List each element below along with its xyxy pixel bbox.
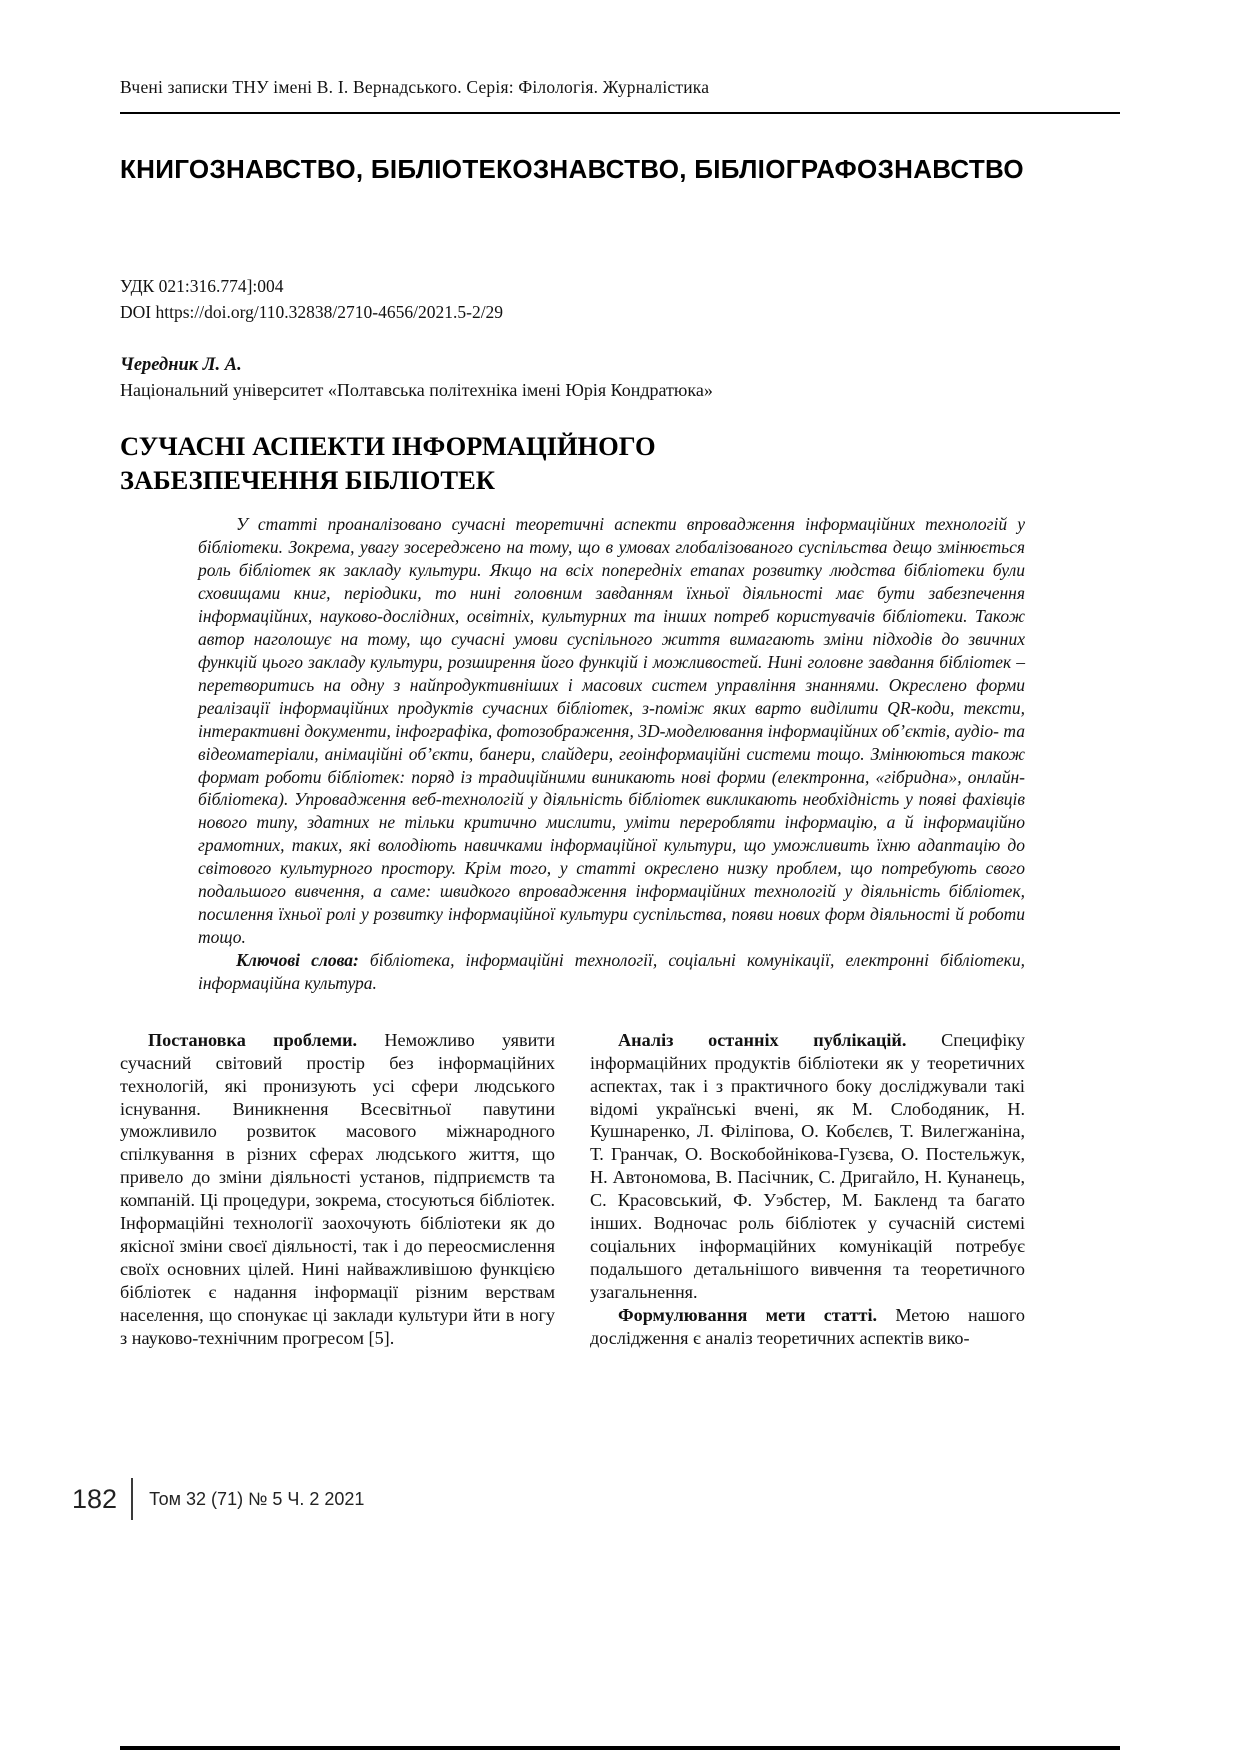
doi-line: DOI https://doi.org/110.32838/2710-4656/2021.5-2/29	[120, 302, 504, 322]
paragraph-publications-analysis	[590, 1029, 1025, 1304]
paragraph-lead: Формулювання мети статті.	[618, 1304, 878, 1325]
udc-number: УДК 021:316.774]:004	[120, 275, 284, 296]
keywords-label: Ключові слова:	[236, 949, 359, 970]
keywords-text: бібліотека, інформаційні технології, соціальні комунікації, електронні бібліотеки, інформаційна культура.	[198, 949, 1025, 993]
footer-divider	[131, 1478, 133, 1520]
header-rule	[120, 112, 1120, 114]
page-footer	[72, 1478, 364, 1520]
left-column	[120, 1029, 555, 1350]
section-title: КНИГОЗНАВСТВО, БІБЛІОТЕКОЗНАВСТВО, БІБЛІОГРАФОЗНАВСТВО	[120, 153, 1024, 184]
paragraph-text: Неможливо уявити сучасний світовий простір без інформаційних технологій, які пронизують усі сфери людського існування. Виникнення Всесвітньої павутини уможливило розвиток масового міжнародного спілкування в різних сферах людського життя, що привело до зміни діяльності установ, підприємств та компаній. Ці процедури, зокрема, стосуються бібліотек. Інформаційні технології заохочують бібліотеки як до якісної зміни своєї діяльності, так і до переосмислення своїх основних цілей. Нині найважливішою функцією бібліотек є надання інформації різним верствам населення, що спонукає ці заклади культури йти в ногу з науково-технічним прогресом [5].	[120, 1029, 555, 1348]
paragraph-problem-statement	[120, 1029, 555, 1350]
volume-info: Том 32 (71) № 5 Ч. 2 2021	[149, 1488, 365, 1509]
bottom-rule	[120, 1746, 1120, 1750]
author-affiliation: Національний університет «Полтавська політехніка імені Юрія Кондратюка»	[120, 380, 713, 401]
paragraph-lead: Аналіз останніх публікацій.	[618, 1029, 907, 1050]
body-columns	[120, 1029, 1025, 1350]
paragraph-text: Специфіку інформаційних продуктів бібліотеки як у теоретичних аспектах, так і з практичного боку досліджували такі відомі українські вчені, як М. Слободяник, Н. Кушнаренко, Л. Філіпова, О. Кобєлєв, Т. Вилегжаніна, Т. Гранчак, О. Воскобойнікова-Гузєва, О. Постельжук, Н. Автономова, В. Пасічник, С. Дригайло, Н. Кунанець, С. Красовський, Ф. Уэбстер, М. Бакленд та багато інших. Водночас роль бібліотек у сучасній системі соціальних інформаційних комунікацій потребує подальшого детальнішого вивчення та теоретичного узагальнення.	[590, 1029, 1025, 1302]
article-title-line1: СУЧАСНІ АСПЕКТИ ІНФОРМАЦІЙНОГО	[120, 430, 656, 461]
abstract-block	[198, 513, 1025, 994]
article-title-line2: ЗАБЕЗПЕЧЕННЯ БІБЛІОТЕК	[120, 464, 495, 495]
journal-running-head: Вчені записки ТНУ імені В. І. Вернадського. Серія: Філологія. Журналістика	[120, 77, 710, 97]
page-content	[120, 0, 1120, 1350]
paragraph-text: Метою нашого дослідження є аналіз теоретичних аспектів вико-	[590, 1304, 1025, 1348]
keywords-paragraph	[198, 949, 1025, 995]
article-title	[120, 429, 1025, 498]
right-column	[590, 1029, 1025, 1350]
paragraph-article-goal	[590, 1304, 1025, 1350]
page-number: 182	[72, 1483, 118, 1514]
abstract-text: У статті проаналізовано сучасні теоретичні аспекти впровадження інформаційних технологій у бібліотеки. Зокрема, увагу зосереджено на тому, що в умовах глобалізованого суспільства дещо змінюється роль бібліотек як закладу культури. Якщо на всіх попередніх етапах розвитку людства бібліотеки були сховищами книг, періодики, то нині головним завданням їхньої діяльності має бути забезпечення інформаційних, науково-дослідних, освітніх, культурних та інших потреб користувачів бібліотеки. Також автор наголошує на тому, що сучасні умови суспільного життя вимагають зміни підходів до звичних функцій цього закладу культури, розширення його функцій і можливостей. Нині головне завдання бібліотек – перетворитись на одну з найпродуктивніших і масових систем управління знаннями. Окреслено форми реалізації інформаційних продуктів сучасних бібліотек, з-поміж яких варто виділити QR-коди, тексти, інтерактивні документи, інфографіка, фотозображення, 3D-моделювання інформаційних об’єктів, аудіо- та відеоматеріали, анімаційні об’єкти, банери, слайдери, геоінформаційні системи тощо. Змінюються також формат роботи бібліотек: поряд із традиційними виникають нові форми (електронна, «гібридна», онлайн-бібліотека). Упровадження веб-технологій у діяльність бібліотек викликають необхідність у появі фахівців нового типу, здатних не тільки критично мислити, уміти переробляти інформацію, а й інформаційно грамотних, таких, які володіють навичками інформаційної культури, що уможливить їхню адаптацію до світового культурного простору. Крім того, у статті окреслено низку проблем, що потребують свого подальшого вивчення, а саме: швидкого впровадження інформаційних технологій у діяльність бібліотек, посилення їхньої ролі у розвитку інформаційної культури суспільства, появи нових форм діяльності й роботи тощо.	[198, 514, 1025, 947]
article-text-block	[120, 273, 1025, 1350]
author-name: Чередник Л. А.	[120, 355, 242, 376]
paragraph-lead: Постановка проблеми.	[148, 1029, 358, 1050]
